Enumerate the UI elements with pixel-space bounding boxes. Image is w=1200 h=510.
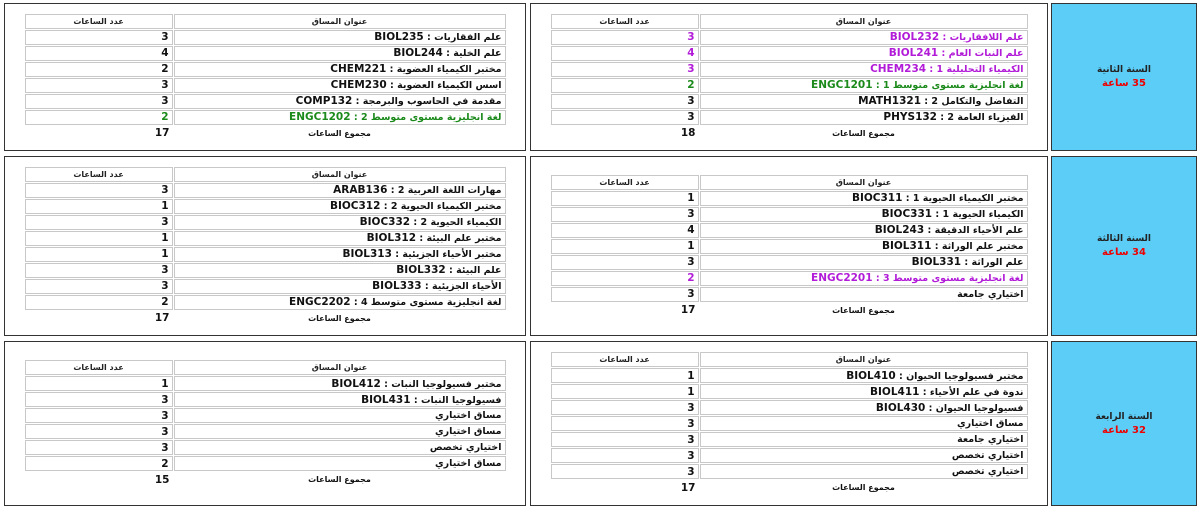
course-name: مختبر فسيولوجيا الحيوان — [906, 370, 1024, 382]
course-hours: 2 — [25, 295, 173, 310]
course-title: علم اللافقاريات : BIOL232 — [700, 30, 1028, 45]
course-title — [700, 287, 1028, 302]
header-title: عنوان المساق — [700, 14, 1028, 29]
course-code: CHEM221 — [330, 63, 387, 75]
table-row — [25, 183, 506, 198]
year-2-semester-2 — [4, 3, 526, 151]
course-hours: 3 — [551, 287, 699, 302]
course-title: الكيمياء الحيوية 1 : BIOC331 — [700, 207, 1028, 222]
courses-table — [550, 351, 1029, 496]
course-name: مقدمة في الحاسوب والبرمجة — [362, 96, 502, 107]
table-row — [551, 62, 1028, 77]
course-title: الكيمياء الحيوية 2 : BIOC332 — [174, 215, 506, 230]
course-name: الكيمياء الحيوية 1 — [942, 209, 1024, 220]
course-hours: 4 — [25, 46, 173, 61]
course-title: لغة انجليزية مستوى متوسط 4 : ENGC2202 — [174, 295, 506, 310]
year-2-semester-1 — [530, 3, 1048, 151]
course-code: BIOL241 — [888, 47, 939, 59]
course-name: الكيمياء الحيوية 2 — [420, 217, 502, 228]
course-code: BIOL235 — [374, 31, 424, 43]
course-hours: 3 — [551, 62, 699, 77]
table-row — [551, 223, 1028, 238]
course-code: BIOL311 — [881, 240, 932, 252]
course-code: MATH1321 — [858, 95, 921, 107]
course-hours: 2 — [551, 271, 699, 286]
course-name: مختبر الأحياء الجزيئية — [402, 249, 502, 260]
total-hours: 15 — [154, 473, 170, 486]
total-label: مجموع الساعات — [832, 305, 895, 315]
course-name: التفاضل والتكامل 2 — [931, 96, 1024, 107]
table-row — [551, 94, 1028, 109]
year-hours: 34 ساعة — [1102, 247, 1146, 258]
year-hours: 35 ساعة — [1102, 78, 1146, 89]
course-name: علم الأحياء الدقيقة — [934, 225, 1024, 236]
course-title: علم الوراثة : BIOL331 — [700, 255, 1028, 270]
course-title: الأحياء الجزيئية : BIOL333 — [174, 279, 506, 294]
table-header-row — [25, 14, 506, 29]
course-name: علم الفقاريات — [434, 32, 502, 43]
course-title: مختبر فسيولوجيا النبات : BIOL412 — [174, 376, 506, 391]
total-hours: 17 — [680, 481, 696, 494]
course-title: مختبر الكيمياء الحيوية 2 : BIOC312 — [174, 199, 506, 214]
course-name: مختبر الكيمياء الحيوية 1 — [912, 193, 1024, 204]
course-name: مختبر علم الوراثة — [941, 241, 1024, 252]
header-hours: عدد الساعات — [25, 360, 173, 375]
course-hours: 1 — [25, 199, 173, 214]
table-row — [25, 424, 506, 439]
year-4-label-box — [1051, 341, 1197, 506]
course-code: BIOL410 — [846, 369, 896, 382]
course-code: ARAB136 — [333, 184, 388, 196]
header-title: عنوان المساق — [700, 352, 1028, 367]
total-row — [551, 303, 1028, 318]
course-hours: 3 — [551, 255, 699, 270]
course-hours: 3 — [25, 408, 173, 423]
course-hours: 3 — [25, 30, 173, 45]
course-hours: 3 — [551, 464, 699, 479]
table-row — [25, 263, 506, 278]
year-hours: 32 ساعة — [1102, 424, 1146, 436]
course-name: مختبر الكيمياء الحيوية 2 — [390, 201, 502, 212]
total-label: مجموع الساعات — [308, 313, 371, 323]
total-row — [25, 126, 506, 141]
table-row — [551, 384, 1028, 399]
courses-table — [24, 13, 507, 142]
course-code: ENGC2202 — [289, 296, 351, 308]
header-title: عنوان المساق — [174, 14, 506, 29]
table-row — [25, 440, 506, 455]
course-name: اختياري جامعة — [957, 288, 1024, 300]
year-2-label-box — [1051, 3, 1197, 151]
table-row — [551, 239, 1028, 254]
course-title: مختبر الكيمياء الحيوية 1 : BIOC311 — [700, 191, 1028, 206]
table-header-row — [25, 360, 506, 375]
course-code: BIOC311 — [851, 192, 903, 204]
table-row — [25, 231, 506, 246]
course-title — [174, 456, 506, 471]
table-header-row — [551, 352, 1028, 367]
course-name: مساق اختياري — [434, 458, 502, 469]
course-hours: 3 — [25, 424, 173, 439]
total-hours: 18 — [680, 127, 696, 139]
course-hours: 1 — [25, 231, 173, 246]
course-code: BIOC331 — [881, 208, 933, 220]
total-label: مجموع الساعات — [308, 128, 371, 138]
table-row — [551, 416, 1028, 431]
course-title — [174, 408, 506, 423]
course-name: لغة انجليزية مستوى متوسط 4 — [360, 297, 502, 308]
course-name: مساق اختياري — [956, 418, 1024, 429]
course-title — [700, 432, 1028, 447]
course-hours: 4 — [551, 46, 699, 61]
table-row — [25, 30, 506, 45]
course-hours: 3 — [551, 110, 699, 125]
header-hours: عدد الساعات — [551, 14, 699, 29]
course-hours: 3 — [551, 400, 699, 415]
course-hours: 3 — [551, 94, 699, 109]
total-label: مجموع الساعات — [832, 128, 895, 138]
course-name: اختياري تخصص — [951, 450, 1024, 461]
courses-table — [24, 359, 507, 488]
course-hours: 2 — [25, 456, 173, 471]
course-title: مختبر الأحياء الجزيئية : BIOL313 — [174, 247, 506, 262]
course-hours: 3 — [25, 263, 173, 278]
course-hours: 3 — [25, 183, 173, 198]
year-4-semester-1 — [530, 341, 1048, 506]
total-row — [25, 472, 506, 487]
total-hours: 17 — [680, 304, 696, 316]
course-code: BIOL333 — [372, 280, 422, 292]
course-title: مقدمة في الحاسوب والبرمجة : COMP132 — [174, 94, 506, 109]
total-row — [25, 311, 506, 326]
course-title — [700, 464, 1028, 479]
course-name: علم الخلية — [453, 48, 502, 59]
year-name: السنة الرابعة — [1095, 411, 1153, 422]
course-title: التفاضل والتكامل 2 : MATH1321 — [700, 94, 1028, 109]
header-title: عنوان المساق — [174, 360, 506, 375]
course-title — [174, 424, 506, 439]
course-name: الفيزياء العامة 2 — [947, 112, 1024, 123]
course-hours: 2 — [551, 78, 699, 93]
courses-table — [24, 166, 507, 327]
table-row — [25, 376, 506, 391]
course-hours: 2 — [25, 62, 173, 77]
header-hours: عدد الساعات — [551, 352, 699, 367]
course-title: علم الفقاريات : BIOL235 — [174, 30, 506, 45]
course-code: PHYS132 — [883, 111, 937, 123]
course-name: مختبر علم البيئة — [426, 233, 502, 244]
course-name: لغة انجليزية مستوى متوسط 2 — [360, 112, 502, 123]
course-name: لغة انجليزية مستوى متوسط 1 — [882, 80, 1024, 91]
course-code: ENGC2201 — [811, 272, 873, 284]
table-row — [551, 432, 1028, 447]
course-title: مختبر الكيمياء العضوية : CHEM221 — [174, 62, 506, 77]
course-hours: 3 — [25, 440, 173, 455]
total-row — [551, 126, 1028, 141]
course-title: مختبر علم البيئة : BIOL312 — [174, 231, 506, 246]
course-name: مساق اختياري — [434, 426, 502, 437]
course-hours: 3 — [25, 215, 173, 230]
course-code: ENGC1201 — [811, 79, 873, 91]
course-code: BIOL431 — [361, 393, 411, 406]
table-row — [25, 392, 506, 407]
year-3-semester-2 — [4, 156, 526, 336]
table-row — [25, 46, 506, 61]
table-row — [25, 110, 506, 125]
table-header-row — [25, 167, 506, 182]
course-title: مختبر علم الوراثة : BIOL311 — [700, 239, 1028, 254]
course-hours: 3 — [551, 432, 699, 447]
table-row — [551, 30, 1028, 45]
year-name: السنة الثانية — [1097, 65, 1151, 75]
table-row — [25, 408, 506, 423]
course-code: BIOL430 — [875, 401, 926, 414]
course-name: اختياري تخصص — [429, 442, 502, 453]
courses-table — [550, 174, 1029, 319]
table-row — [25, 94, 506, 109]
course-code: BIOL312 — [366, 232, 417, 244]
course-code: BIOC332 — [359, 216, 411, 228]
table-row — [551, 46, 1028, 61]
course-code: BIOL243 — [874, 224, 925, 236]
table-row — [25, 199, 506, 214]
total-hours: 17 — [154, 312, 170, 324]
course-title: الكيمياء التحليلية 1 : CHEM234 — [700, 62, 1028, 77]
course-code: BIOL331 — [911, 256, 962, 268]
course-title: فسيولوجيا النبات : BIOL431 — [174, 392, 506, 407]
course-title: مختبر فسيولوجيا الحيوان : BIOL410 — [700, 368, 1028, 383]
header-title: عنوان المساق — [700, 175, 1028, 190]
table-row — [25, 78, 506, 93]
course-title — [700, 448, 1028, 463]
course-name: مساق اختياري — [434, 410, 502, 421]
header-title: عنوان المساق — [174, 167, 506, 182]
course-name: علم البيئة — [456, 265, 502, 276]
course-hours: 1 — [25, 247, 173, 262]
total-row — [551, 480, 1028, 495]
table-row — [551, 191, 1028, 206]
course-hours: 2 — [25, 110, 173, 125]
table-header-row — [551, 14, 1028, 29]
course-hours: 1 — [25, 376, 173, 391]
course-name: فسيولوجيا الحيوان — [935, 402, 1024, 414]
course-name: مختبر فسيولوجيا النبات — [391, 378, 502, 390]
course-name: علم النبات العام — [948, 48, 1024, 59]
course-name: اسس الكيمياء العضوية — [397, 80, 502, 91]
course-name: لغة انجليزية مستوى متوسط 3 — [882, 273, 1024, 284]
table-row — [25, 62, 506, 77]
course-hours: 3 — [551, 30, 699, 45]
course-title: فسيولوجيا الحيوان : BIOL430 — [700, 400, 1028, 415]
table-row — [551, 110, 1028, 125]
course-name: علم الوراثة — [971, 257, 1024, 268]
table-row — [25, 247, 506, 262]
total-label: مجموع الساعات — [832, 483, 895, 492]
course-hours: 3 — [25, 392, 173, 407]
header-hours: عدد الساعات — [25, 167, 173, 182]
course-name: الكيمياء التحليلية 1 — [936, 64, 1024, 75]
course-title — [174, 440, 506, 455]
table-row — [25, 456, 506, 471]
table-header-row — [551, 175, 1028, 190]
course-name: مختبر الكيمياء العضوية — [396, 64, 502, 75]
header-hours: عدد الساعات — [551, 175, 699, 190]
course-hours: 4 — [551, 223, 699, 238]
course-title: لغة انجليزية مستوى متوسط 3 : ENGC2201 — [700, 271, 1028, 286]
course-title — [700, 416, 1028, 431]
course-hours: 1 — [551, 191, 699, 206]
course-title: مهارات اللغة العربية 2 : ARAB136 — [174, 183, 506, 198]
total-hours: 17 — [154, 127, 170, 139]
total-label: مجموع الساعات — [308, 475, 371, 484]
table-row — [551, 464, 1028, 479]
year-3-semester-1 — [530, 156, 1048, 336]
course-title: اسس الكيمياء العضوية : CHEM230 — [174, 78, 506, 93]
year-name: السنة الثالثة — [1097, 234, 1151, 244]
course-code: BIOL412 — [331, 377, 381, 390]
course-title: الفيزياء العامة 2 : PHYS132 — [700, 110, 1028, 125]
header-hours: عدد الساعات — [25, 14, 173, 29]
course-code: BIOL411 — [870, 385, 920, 398]
table-row — [25, 215, 506, 230]
table-row — [551, 78, 1028, 93]
course-title: لغة انجليزية مستوى متوسط 2 : ENGC1202 — [174, 110, 506, 125]
course-title: علم الخلية : BIOL244 — [174, 46, 506, 61]
course-code: BIOL313 — [342, 248, 392, 260]
course-name: علم اللافقاريات — [949, 32, 1024, 43]
course-name: الأحياء الجزيئية — [432, 281, 502, 292]
courses-table — [550, 13, 1029, 142]
course-code: BIOC312 — [329, 200, 381, 212]
course-title: لغة انجليزية مستوى متوسط 1 : ENGC1201 — [700, 78, 1028, 93]
course-hours: 3 — [551, 416, 699, 431]
table-row — [25, 295, 506, 310]
table-row — [551, 448, 1028, 463]
course-code: BIOL232 — [889, 31, 940, 43]
course-hours: 1 — [551, 384, 699, 399]
table-row — [551, 271, 1028, 286]
course-title: علم البيئة : BIOL332 — [174, 263, 506, 278]
course-name: اختياري جامعة — [957, 434, 1024, 445]
year-3-label-box — [1051, 156, 1197, 336]
course-hours: 3 — [25, 279, 173, 294]
course-hours: 3 — [25, 94, 173, 109]
year-4-semester-2 — [4, 341, 526, 506]
table-row — [551, 287, 1028, 302]
course-code: BIOL244 — [393, 47, 443, 59]
course-hours: 3 — [25, 78, 173, 93]
table-row — [551, 207, 1028, 222]
table-row — [551, 255, 1028, 270]
course-name: مهارات اللغة العربية 2 — [397, 185, 502, 196]
table-row — [25, 279, 506, 294]
course-code: ENGC1202 — [289, 111, 351, 123]
course-hours: 3 — [551, 448, 699, 463]
course-code: BIOL332 — [396, 264, 446, 276]
table-row — [551, 400, 1028, 415]
course-name: اختياري تخصص — [951, 466, 1024, 477]
course-title: علم الأحياء الدقيقة : BIOL243 — [700, 223, 1028, 238]
course-name: فسيولوجيا النبات — [420, 394, 502, 406]
course-hours: 3 — [551, 207, 699, 222]
course-title: ندوة في علم الأحياء : BIOL411 — [700, 384, 1028, 399]
course-hours: 1 — [551, 239, 699, 254]
course-hours: 1 — [551, 368, 699, 383]
course-code: CHEM230 — [330, 79, 387, 91]
course-code: CHEM234 — [870, 63, 927, 75]
table-row — [551, 368, 1028, 383]
course-code: COMP132 — [295, 95, 353, 107]
course-name: ندوة في علم الأحياء — [929, 386, 1024, 398]
course-title: علم النبات العام : BIOL241 — [700, 46, 1028, 61]
